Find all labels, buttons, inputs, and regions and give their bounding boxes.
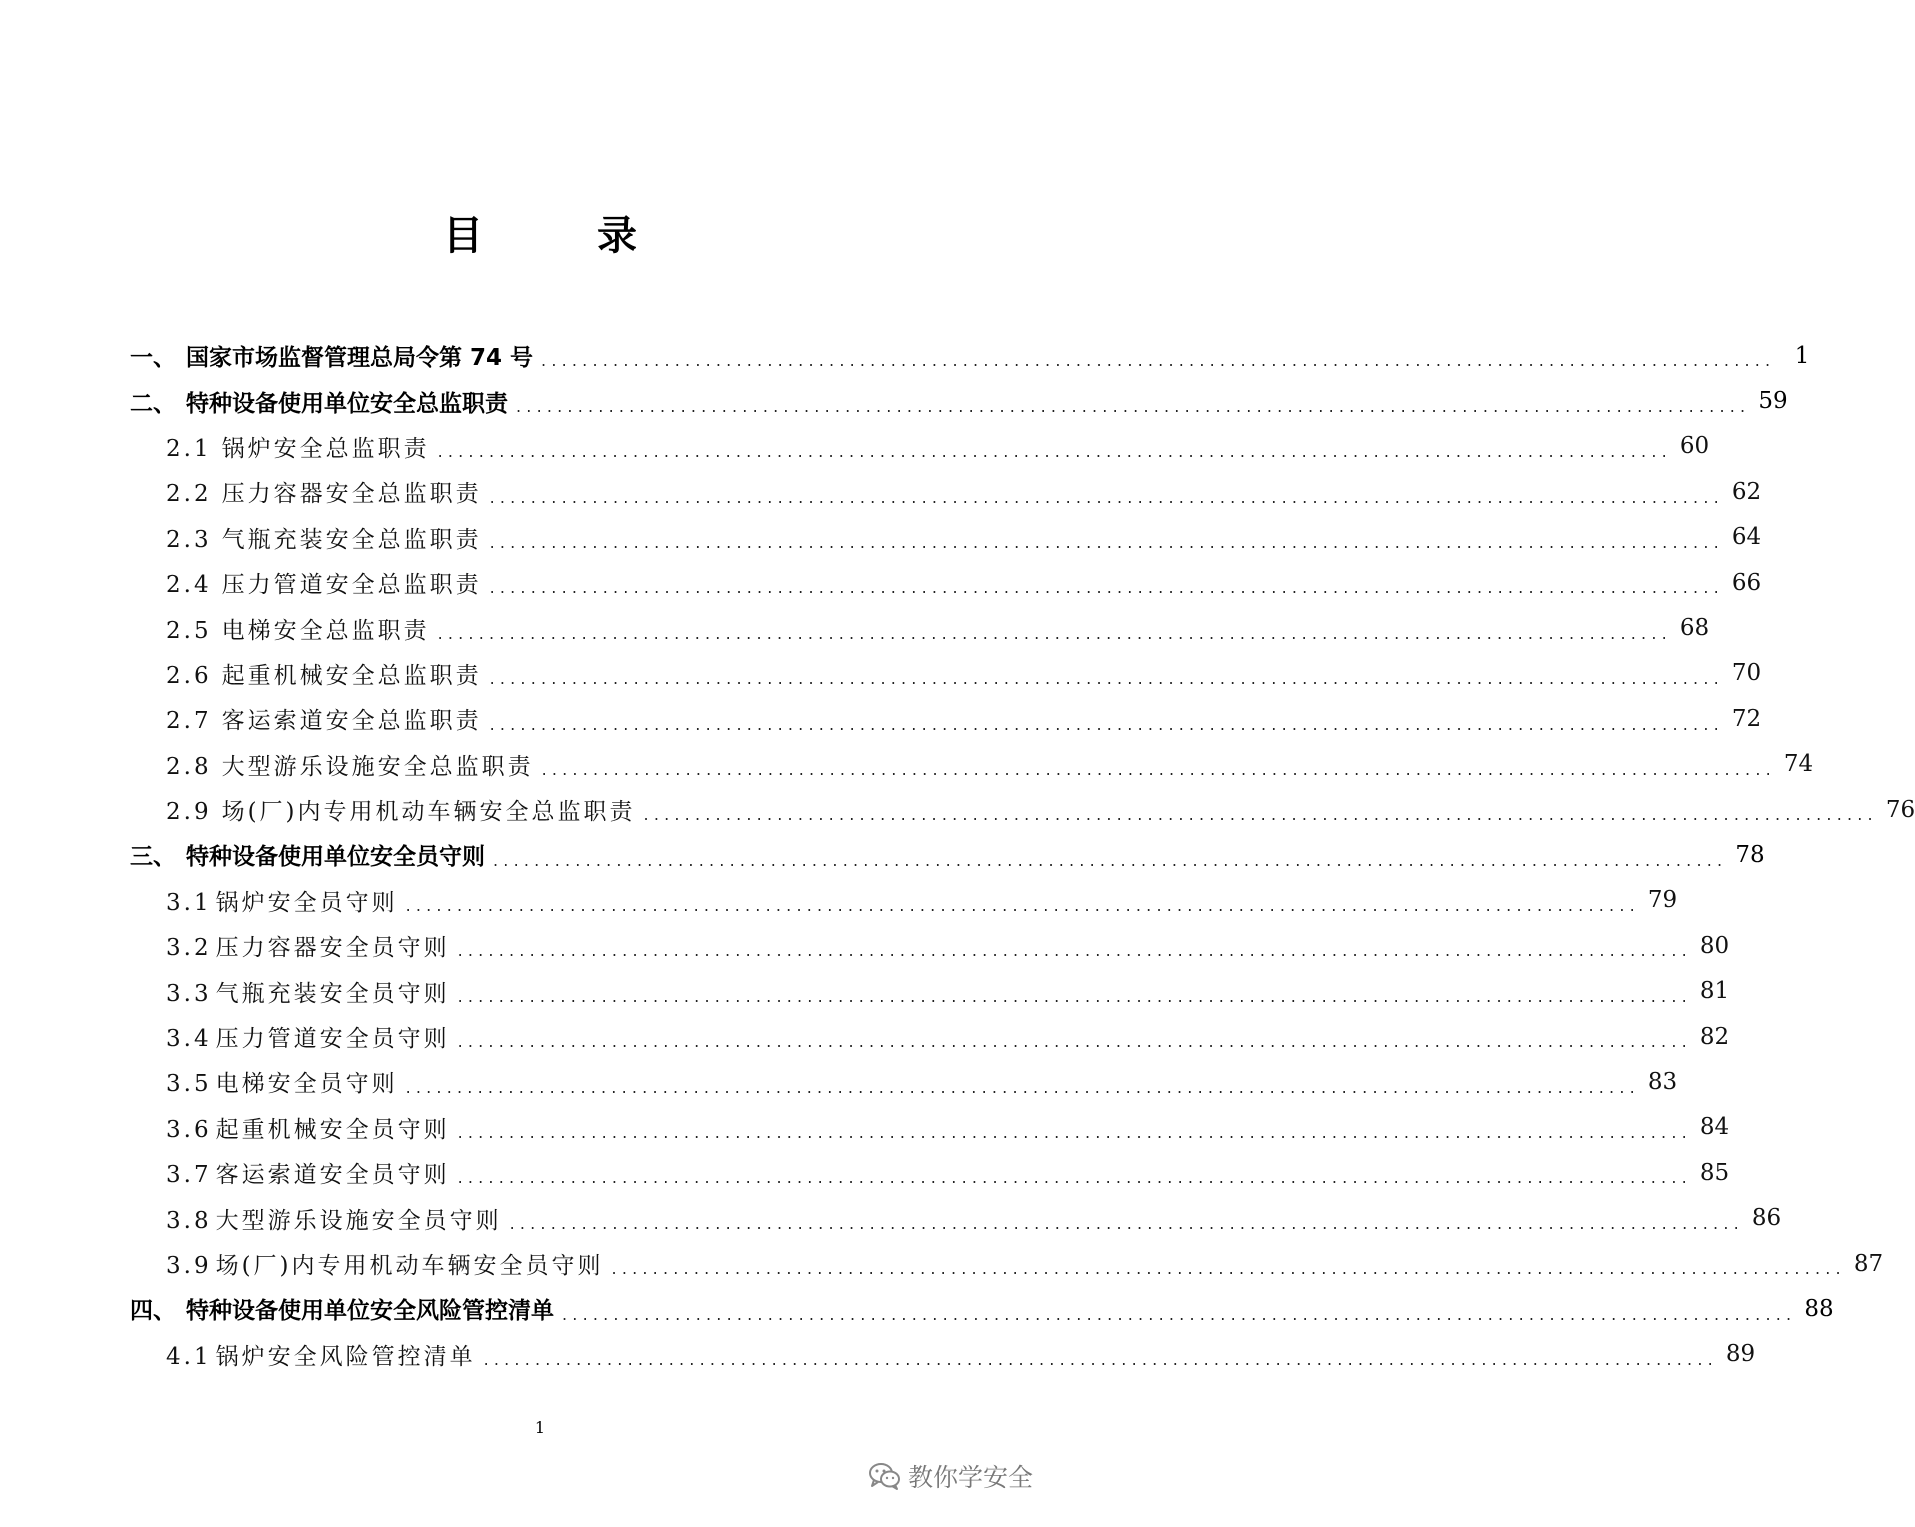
toc-dot-leader: ........................................................................................................................ bbox=[457, 986, 1692, 1006]
toc-entry-label bbox=[166, 702, 482, 735]
toc-entry[interactable] bbox=[130, 696, 1762, 741]
table-of-contents bbox=[130, 333, 1915, 1377]
toc-page-number: 87 bbox=[1853, 1250, 1884, 1277]
toc-entry[interactable] bbox=[130, 560, 1762, 605]
toc-entry-number: 3.5 bbox=[166, 1071, 212, 1098]
toc-entry[interactable] bbox=[130, 651, 1762, 696]
toc-page-number: 76 bbox=[1885, 796, 1915, 823]
toc-entry-number: 一、 bbox=[130, 345, 176, 372]
toc-entry[interactable] bbox=[130, 605, 1710, 650]
toc-dot-leader: ........................................................................................................................ bbox=[405, 896, 1640, 916]
toc-entry[interactable] bbox=[130, 832, 1765, 877]
toc-page-number: 66 bbox=[1731, 569, 1762, 596]
toc-entry-title: 起重机械安全总监职责 bbox=[221, 662, 482, 689]
toc-dot-leader: ........................................................................................................................ bbox=[489, 714, 1724, 734]
toc-entry[interactable] bbox=[130, 378, 1788, 423]
toc-entry-number: 3.2 bbox=[166, 935, 212, 962]
toc-entry-title: 特种设备使用单位安全员守则 bbox=[186, 844, 485, 871]
toc-entry-number: 2.5 bbox=[166, 617, 212, 644]
toc-entry-title: 锅炉安全总监职责 bbox=[221, 435, 430, 462]
toc-dot-leader: ........................................................................................................................ bbox=[516, 396, 1751, 416]
toc-entry-number: 2.2 bbox=[166, 481, 212, 508]
toc-entry-label bbox=[166, 1247, 604, 1280]
toc-entry-title: 电梯安全总监职责 bbox=[221, 617, 430, 644]
toc-dot-leader: ........................................................................................................................ bbox=[541, 351, 1776, 371]
toc-entry-label bbox=[166, 1156, 450, 1189]
toc-page-number: 60 bbox=[1679, 433, 1710, 460]
toc-entry[interactable] bbox=[130, 424, 1710, 469]
toc-page-number: 85 bbox=[1699, 1159, 1730, 1186]
toc-entry-title: 锅炉安全员守则 bbox=[215, 889, 398, 916]
toc-page-number: 82 bbox=[1699, 1023, 1730, 1050]
toc-entry-label bbox=[166, 929, 450, 962]
toc-entry-title: 大型游乐设施安全员守则 bbox=[215, 1207, 502, 1234]
toc-entry-number: 3.4 bbox=[166, 1026, 212, 1053]
toc-dot-leader: ........................................................................................................................ bbox=[437, 623, 1672, 643]
toc-dot-leader: ........................................................................................................................ bbox=[437, 442, 1672, 462]
toc-page-number: 70 bbox=[1731, 660, 1762, 687]
toc-entry-number: 三、 bbox=[130, 844, 176, 871]
toc-entry-label bbox=[166, 430, 430, 463]
page-title: 目 录 bbox=[443, 213, 687, 259]
toc-entry-title: 客运索道安全员守则 bbox=[215, 1162, 450, 1189]
toc-page-number: 62 bbox=[1731, 478, 1762, 505]
toc-page-number: 84 bbox=[1699, 1114, 1730, 1141]
toc-entry[interactable] bbox=[130, 1105, 1730, 1150]
toc-entry-number: 2.7 bbox=[166, 708, 212, 735]
toc-dot-leader: ........................................................................................................................ bbox=[541, 759, 1776, 779]
toc-dot-leader: ........................................................................................................................ bbox=[483, 1349, 1718, 1369]
toc-entry-label bbox=[166, 521, 482, 554]
toc-entry[interactable] bbox=[130, 469, 1762, 514]
toc-entry-number: 3.7 bbox=[166, 1162, 212, 1189]
toc-page-number: 83 bbox=[1647, 1068, 1678, 1095]
toc-entry-number: 2.3 bbox=[166, 526, 212, 553]
toc-entry-title: 大型游乐设施安全总监职责 bbox=[221, 753, 534, 780]
toc-entry[interactable] bbox=[130, 742, 1814, 787]
toc-entry-title: 场(厂)内专用机动车辆安全员守则 bbox=[215, 1253, 604, 1279]
wechat-icon bbox=[868, 1461, 902, 1491]
toc-entry-number: 四、 bbox=[130, 1298, 176, 1325]
toc-entry[interactable] bbox=[130, 1059, 1678, 1104]
toc-entry-title: 国家市场监督管理总局令第 74 号 bbox=[186, 345, 534, 372]
toc-entry-number: 2.1 bbox=[166, 435, 212, 462]
toc-page-number: 88 bbox=[1804, 1295, 1834, 1322]
toc-page-number: 79 bbox=[1647, 887, 1678, 914]
toc-dot-leader: ........................................................................................................................ bbox=[509, 1213, 1744, 1233]
toc-page-number: 89 bbox=[1725, 1341, 1756, 1368]
toc-entry-label bbox=[166, 657, 482, 690]
toc-entry-label bbox=[130, 838, 485, 871]
toc-entry-title: 锅炉安全风险管控清单 bbox=[215, 1343, 476, 1370]
toc-entry[interactable] bbox=[130, 333, 1810, 378]
toc-entry-number: 3.9 bbox=[166, 1253, 212, 1279]
watermark-text: 教你学安全 bbox=[908, 1463, 1034, 1492]
toc-dot-leader: ........................................................................................................................ bbox=[457, 1032, 1692, 1052]
toc-dot-leader: ........................................................................................................................ bbox=[489, 487, 1724, 507]
toc-dot-leader: ........................................................................................................................ bbox=[643, 805, 1878, 825]
toc-entry-title: 起重机械安全员守则 bbox=[215, 1116, 450, 1143]
toc-entry-label bbox=[166, 1111, 450, 1144]
toc-entry[interactable] bbox=[130, 1241, 1884, 1286]
toc-entry[interactable] bbox=[130, 1332, 1756, 1377]
toc-entry[interactable] bbox=[130, 787, 1915, 832]
toc-entry-title: 客运索道安全总监职责 bbox=[221, 708, 482, 735]
toc-entry-title: 气瓶充装安全总监职责 bbox=[221, 526, 482, 553]
toc-entry-label bbox=[166, 1338, 476, 1371]
toc-entry-label bbox=[166, 1020, 450, 1053]
toc-entry-label bbox=[166, 475, 482, 508]
toc-page-number: 68 bbox=[1679, 615, 1710, 642]
toc-entry-label bbox=[166, 748, 534, 781]
toc-entry-label bbox=[130, 1292, 554, 1325]
toc-page-number: 80 bbox=[1699, 932, 1730, 959]
watermark bbox=[868, 1458, 1033, 1494]
toc-entry-number: 2.4 bbox=[166, 572, 212, 599]
toc-entry-title: 场(厂)内专用机动车辆安全总监职责 bbox=[221, 799, 636, 826]
toc-page-number: 64 bbox=[1731, 524, 1762, 551]
toc-entry-label bbox=[130, 339, 533, 372]
toc-entry[interactable] bbox=[130, 1150, 1730, 1195]
toc-entry-title: 压力管道安全员守则 bbox=[215, 1026, 450, 1053]
toc-entry-number: 二、 bbox=[130, 390, 176, 417]
toc-dot-leader: ........................................................................................................................ bbox=[489, 532, 1724, 552]
toc-page-number: 78 bbox=[1735, 841, 1765, 868]
toc-entry-number: 3.8 bbox=[166, 1207, 212, 1234]
toc-entry-title: 特种设备使用单位安全风险管控清单 bbox=[186, 1298, 554, 1325]
toc-entry-title: 压力管道安全总监职责 bbox=[221, 572, 482, 599]
toc-entry-label bbox=[130, 385, 508, 418]
toc-entry[interactable] bbox=[130, 1195, 1782, 1240]
toc-page-number: 86 bbox=[1751, 1205, 1782, 1232]
toc-entry-number: 2.9 bbox=[166, 799, 212, 826]
toc-dot-leader: ........................................................................................................................ bbox=[562, 1304, 1797, 1324]
toc-dot-leader: ........................................................................................................................ bbox=[489, 578, 1724, 598]
toc-entry-title: 压力容器安全员守则 bbox=[215, 935, 450, 962]
toc-entry-number: 3.6 bbox=[166, 1116, 212, 1143]
toc-entry[interactable] bbox=[130, 878, 1678, 923]
toc-entry-title: 压力容器安全总监职责 bbox=[221, 481, 482, 508]
toc-dot-leader: ........................................................................................................................ bbox=[457, 1168, 1692, 1188]
toc-page-number: 1 bbox=[1794, 342, 1810, 369]
toc-entry-number: 4.1 bbox=[166, 1343, 212, 1370]
toc-dot-leader: ........................................................................................................................ bbox=[457, 1123, 1692, 1143]
toc-entry-title: 特种设备使用单位安全总监职责 bbox=[186, 390, 508, 417]
footer-page-number: 1 bbox=[534, 1418, 546, 1437]
toc-entry-label bbox=[166, 1065, 398, 1098]
toc-entry[interactable] bbox=[130, 515, 1762, 560]
toc-dot-leader: ........................................................................................................................ bbox=[489, 669, 1724, 689]
toc-entry-title: 气瓶充装安全员守则 bbox=[215, 980, 450, 1007]
toc-entry-label bbox=[166, 884, 398, 917]
toc-entry[interactable] bbox=[130, 1286, 1834, 1331]
toc-entry-label bbox=[166, 1202, 502, 1235]
toc-entry-label bbox=[166, 612, 430, 645]
toc-entry-number: 2.8 bbox=[166, 753, 212, 780]
toc-dot-leader: ........................................................................................................................ bbox=[457, 941, 1692, 961]
toc-dot-leader: ........................................................................................................................ bbox=[493, 850, 1728, 870]
toc-dot-leader: ........................................................................................................................ bbox=[611, 1259, 1846, 1279]
toc-entry-title: 电梯安全员守则 bbox=[215, 1071, 398, 1098]
toc-entry[interactable] bbox=[130, 1014, 1730, 1059]
toc-dot-leader: ........................................................................................................................ bbox=[405, 1077, 1640, 1097]
toc-page-number: 74 bbox=[1783, 751, 1814, 778]
toc-entry[interactable] bbox=[130, 923, 1730, 968]
toc-entry-label bbox=[166, 975, 450, 1008]
toc-entry-label bbox=[166, 793, 636, 826]
toc-entry-number: 3.1 bbox=[166, 889, 212, 916]
toc-page-number: 59 bbox=[1758, 388, 1788, 415]
toc-page-number: 72 bbox=[1731, 705, 1762, 732]
toc-entry-label bbox=[166, 566, 482, 599]
toc-entry-number: 2.6 bbox=[166, 662, 212, 689]
toc-entry[interactable] bbox=[130, 968, 1730, 1013]
toc-page-number: 81 bbox=[1699, 978, 1730, 1005]
toc-entry-number: 3.3 bbox=[166, 980, 212, 1007]
